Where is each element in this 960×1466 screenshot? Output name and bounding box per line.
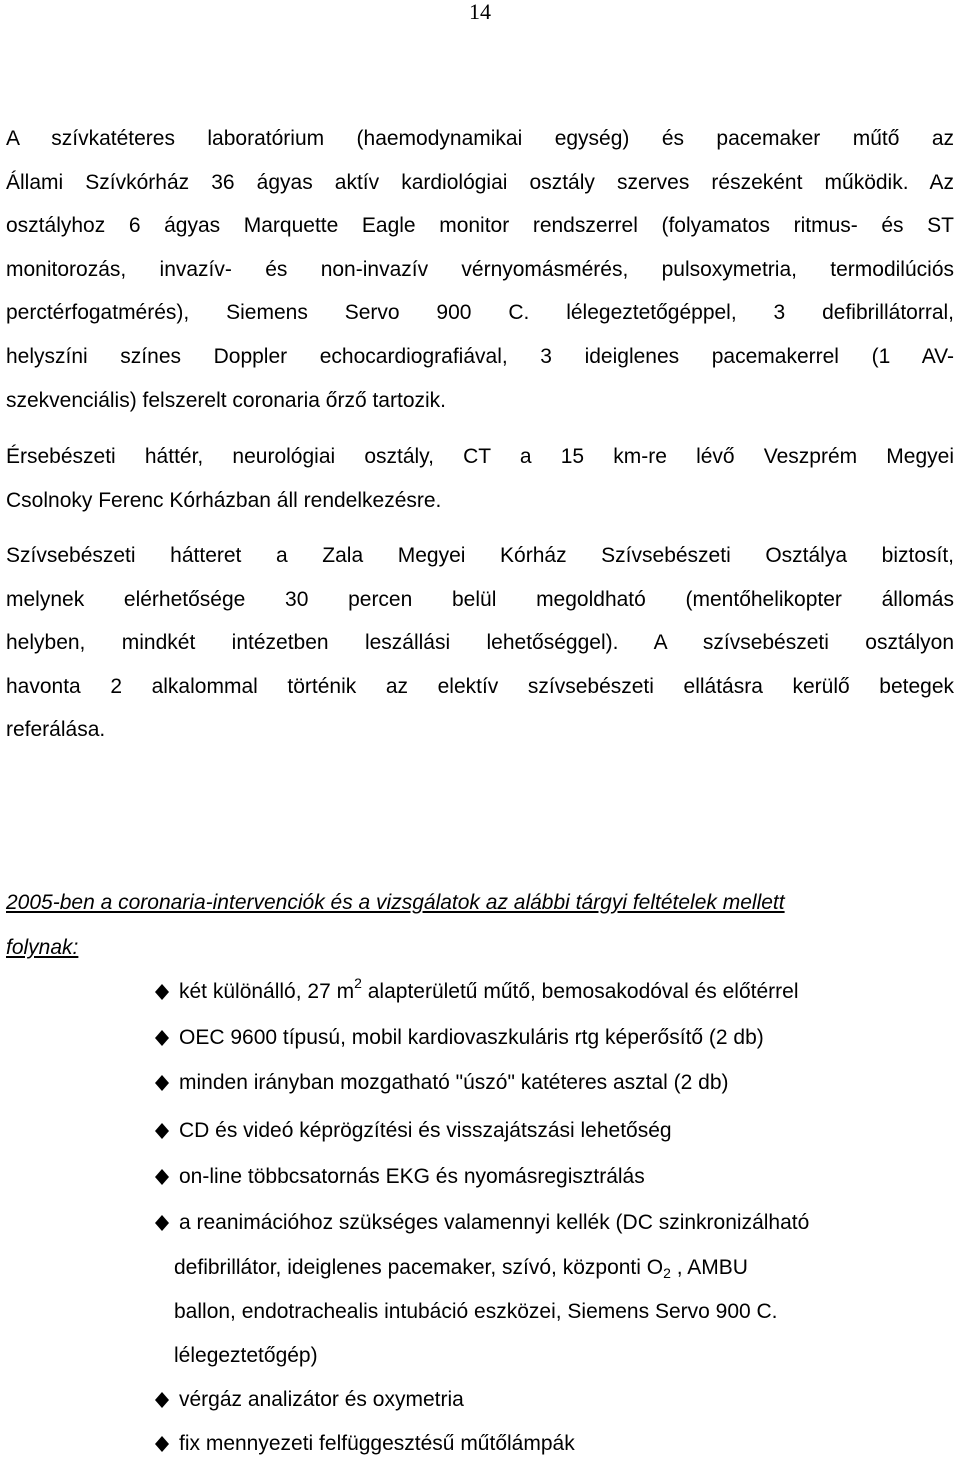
- list-item-text: lélegeztetőgép): [174, 1344, 318, 1367]
- diamond-bullet-icon: [154, 1169, 170, 1185]
- paragraph-vascular-background: [6, 435, 954, 522]
- text-line: Szívsebészeti hátteret a Zala Megyei Kórház Szívsebészeti Osztálya biztosít,: [6, 544, 954, 567]
- list-item-text: vérgáz analizátor és oxymetria: [179, 1388, 464, 1411]
- text-line: Állami Szívkórház 36 ágyas aktív kardiológiai osztály szerves részeként működik. Az: [6, 170, 954, 194]
- diamond-bullet-icon: [154, 1215, 170, 1231]
- list-item-text: on-line többcsatornás EKG és nyomásregisztrálás: [179, 1165, 645, 1188]
- list-item-text: OEC 9600 típusú, mobil kardiovaszkuláris rtg képerősítő (2 db): [179, 1026, 764, 1049]
- list-item-text: CD és videó képrögzítési és visszajátszási lehetőség: [179, 1119, 672, 1142]
- text-line: helyszíni színes Doppler echocardiografiával, 3 ideiglenes pacemakerrel (1 AV-: [6, 344, 954, 368]
- paragraph-lab-description: [6, 117, 954, 422]
- text-line: Csolnoky Ferenc Kórházban áll rendelkezésre.: [6, 488, 442, 512]
- text-line: Érsebészeti háttér, neurológiai osztály, CT a 15 km-re lévő Veszprém Megyei: [6, 445, 954, 468]
- list-item-text: ballon, endotrachealis intubáció eszközei, Siemens Servo 900 C.: [174, 1300, 778, 1323]
- list-item-continuation: [174, 1334, 318, 1378]
- page-number: 14: [469, 0, 491, 24]
- diamond-bullet-icon: [154, 1392, 170, 1408]
- list-item-text: alapterületű műtő, bemosakodóval és előtérrel: [361, 980, 799, 1003]
- diamond-bullet-icon: [154, 1123, 170, 1139]
- list-item-text: , AMBU: [670, 1256, 748, 1279]
- list-item-text: a reanimációhoz szükséges valamennyi kellék (DC szinkronizálható: [179, 1211, 810, 1234]
- text-line: A szívkatéteres laboratórium (haemodynamikai egység) és pacemaker műtő az: [6, 127, 954, 150]
- diamond-bullet-icon: [154, 984, 170, 1000]
- text-line: melynek elérhetősége 30 percen belül megoldható (mentőhelikopter állomás: [6, 587, 954, 611]
- list-item-continuation: [174, 1290, 778, 1334]
- list-item-continuation: [174, 1246, 748, 1290]
- section-title-line: folynak:: [6, 936, 79, 959]
- subscript: 2: [663, 1265, 671, 1281]
- paragraph-cardiac-surgery: [6, 534, 954, 752]
- section-title: [6, 880, 956, 970]
- text-line: szekvenciális) felszerelt coronaria őrző tartozik.: [6, 388, 446, 412]
- text-line: referálása.: [6, 718, 106, 742]
- list-item-text: defibrillátor, ideiglenes pacemaker, szívó, központi O: [174, 1256, 664, 1279]
- diamond-bullet-icon: [154, 1075, 170, 1091]
- text-line: havonta 2 alkalommal történik az elektív szívsebészeti ellátásra kerülő betegek: [6, 674, 954, 698]
- list-item-text: két különálló, 27 m: [179, 980, 355, 1003]
- superscript: 2: [354, 975, 362, 991]
- diamond-bullet-icon: [154, 1436, 170, 1452]
- diamond-bullet-icon: [154, 1030, 170, 1046]
- list-item-text: minden irányban mozgatható "úszó" katéteres asztal (2 db): [179, 1071, 729, 1094]
- text-line: monitorozás, invazív- és non-invazív vérnyomásmérés, pulsoxymetria, termodilúciós: [6, 257, 954, 281]
- section-title-line: 2005-ben a coronaria-intervenciók és a vizsgálatok az alábbi tárgyi feltételek mellett: [6, 891, 785, 914]
- text-line: helyben, mindkét intézetben leszállási lehetőséggel). A szívsebészeti osztályon: [6, 631, 954, 655]
- list-item-text: fix mennyezeti felfüggesztésű műtőlámpák: [179, 1432, 575, 1455]
- text-line: perctérfogatmérés), Siemens Servo 900 C. lélegeztetőgéppel, 3 defibrillátorral,: [6, 301, 954, 325]
- text-line: osztályhoz 6 ágyas Marquette Eagle monitor rendszerrel (folyamatos ritmus- és ST: [6, 214, 954, 238]
